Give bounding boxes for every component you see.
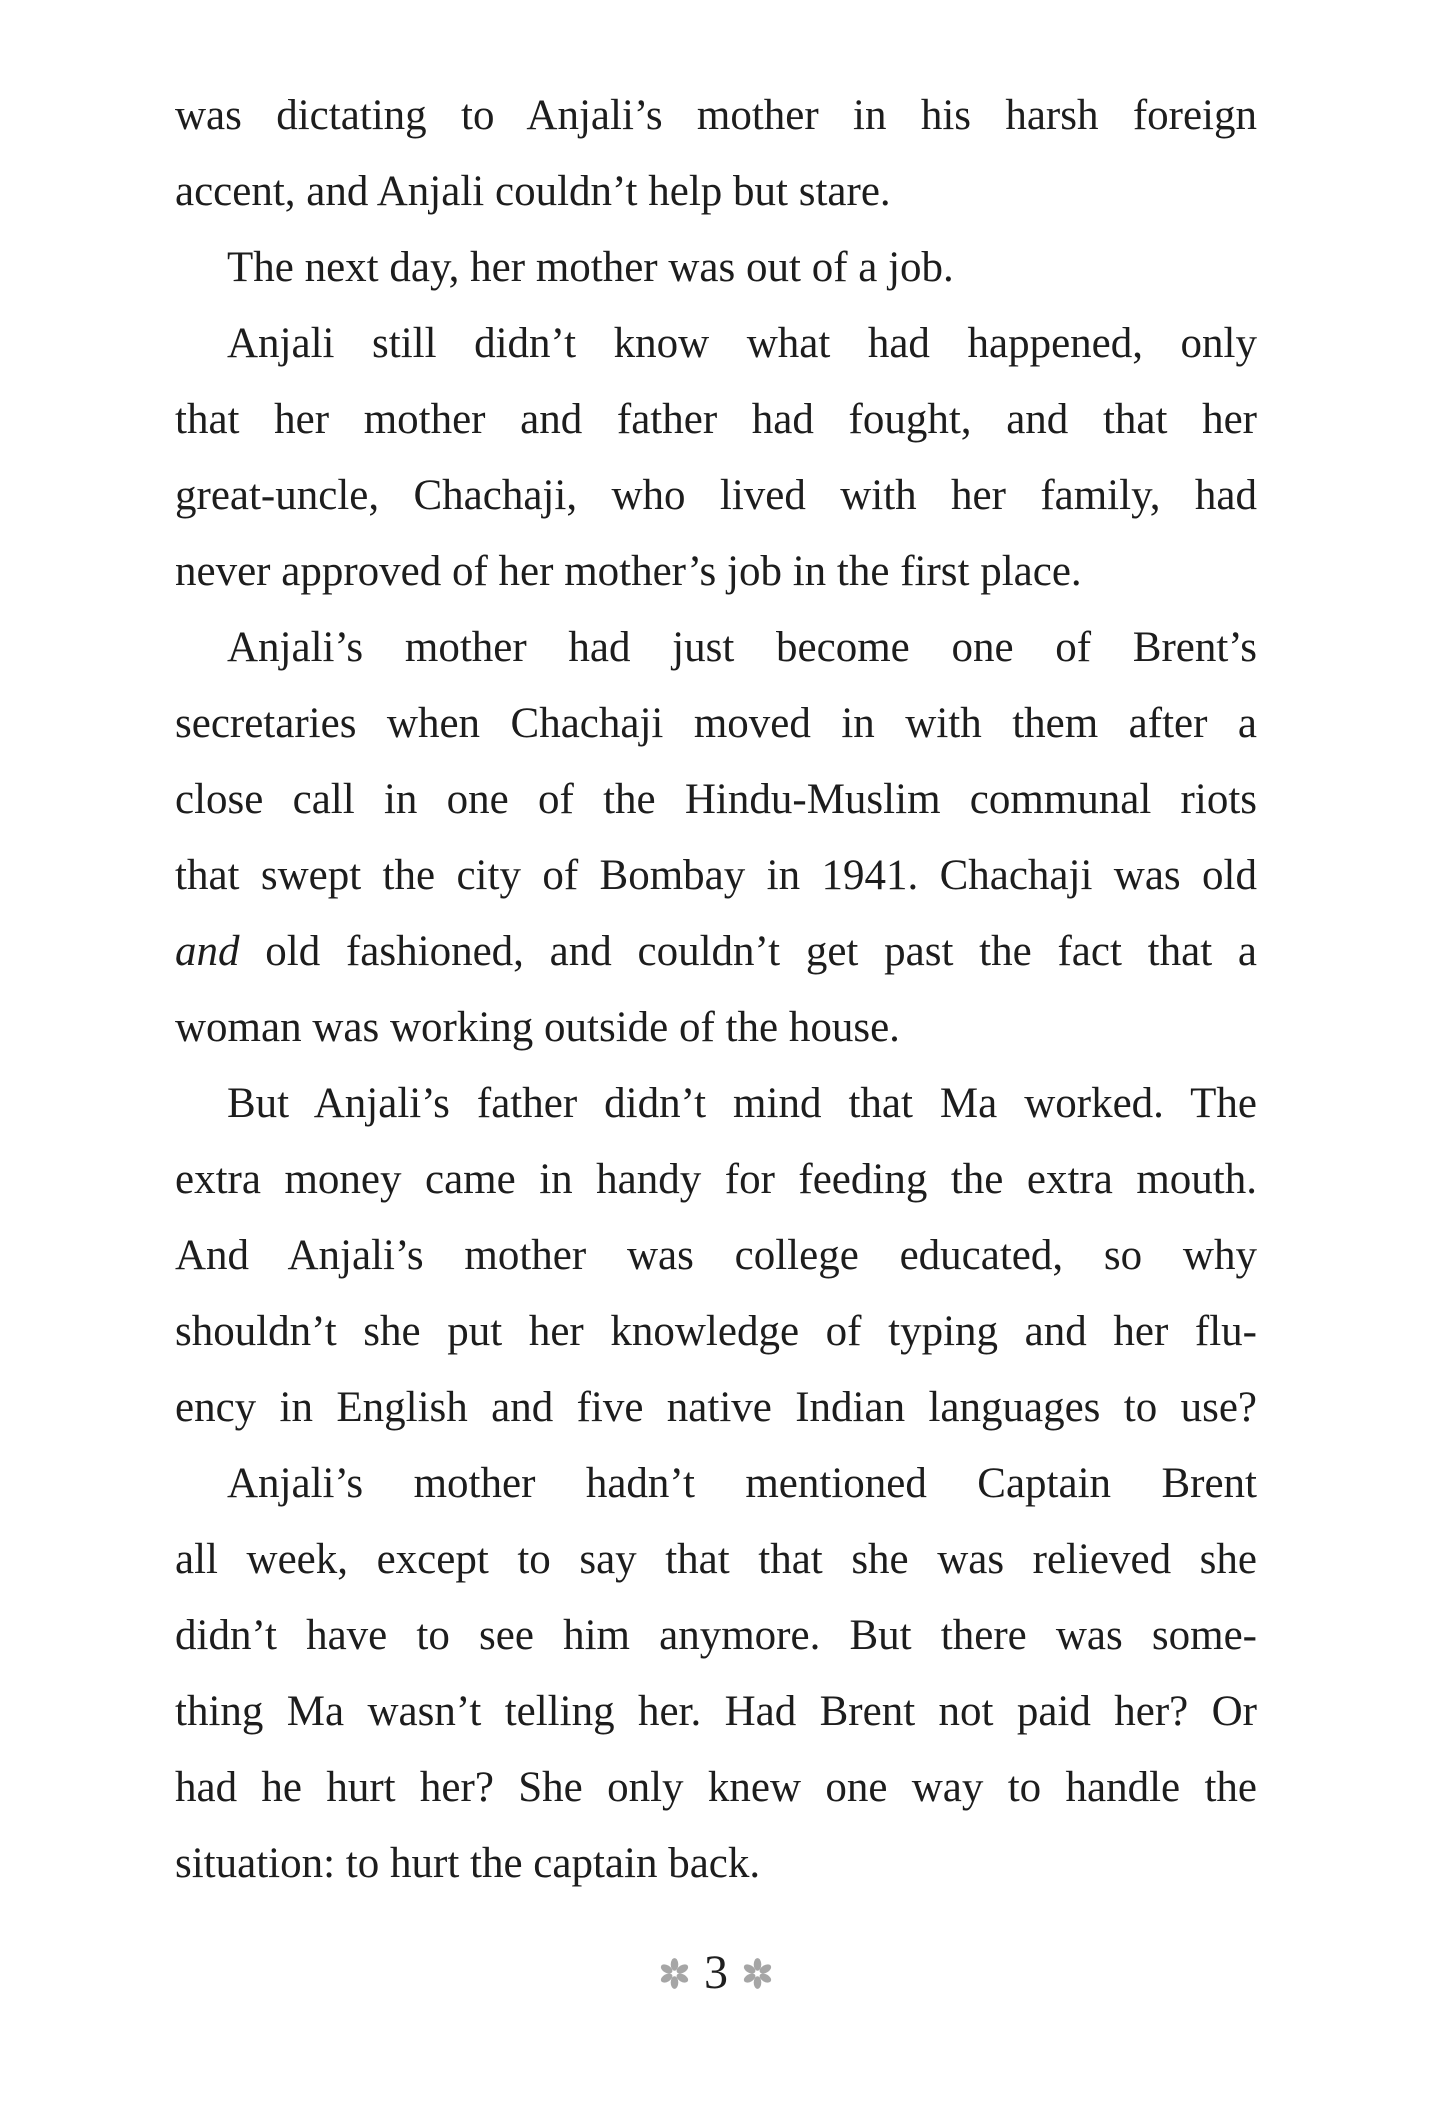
text-line bbox=[175, 914, 1257, 990]
text-segment: secretaries when Chachaji moved in with them after a bbox=[175, 700, 1257, 747]
italic-text-segment: and bbox=[175, 928, 240, 975]
text-segment: old fashioned, and couldn’t get past the fact that a bbox=[239, 928, 1257, 975]
text-line bbox=[175, 534, 1257, 610]
text-segment: extra money came in handy for feeding the extra mouth. bbox=[175, 1156, 1257, 1203]
text-line bbox=[175, 1522, 1257, 1598]
paragraph bbox=[175, 230, 1257, 306]
text-line bbox=[175, 154, 1257, 230]
text-line bbox=[175, 1066, 1257, 1142]
text-segment: accent, and Anjali couldn’t help but stare. bbox=[175, 168, 891, 215]
text-line bbox=[175, 230, 1257, 306]
text-segment: situation: to hurt the captain back. bbox=[175, 1840, 761, 1887]
text-line bbox=[175, 1370, 1257, 1446]
text-segment: And Anjali’s mother was college educated, so why bbox=[175, 1232, 1257, 1279]
paragraph bbox=[175, 78, 1257, 230]
text-line bbox=[175, 838, 1257, 914]
text-line bbox=[175, 1826, 1257, 1902]
paragraph bbox=[175, 1446, 1257, 1902]
text-line bbox=[175, 1218, 1257, 1294]
text-line bbox=[175, 1598, 1257, 1674]
text-line bbox=[175, 78, 1257, 154]
text-line bbox=[175, 990, 1257, 1066]
text-segment: But Anjali’s father didn’t mind that Ma worked. The bbox=[227, 1080, 1257, 1127]
text-segment: didn’t have to see him anymore. But there was some- bbox=[175, 1612, 1257, 1659]
text-line bbox=[175, 1294, 1257, 1370]
paragraph bbox=[175, 610, 1257, 1066]
text-segment: great-uncle, Chachaji, who lived with her family, had bbox=[175, 472, 1257, 519]
text-line bbox=[175, 306, 1257, 382]
page-text bbox=[175, 78, 1257, 1902]
flower-ornament-icon bbox=[658, 1957, 691, 1990]
text-segment: thing Ma wasn’t telling her. Had Brent not paid her? Or bbox=[175, 1688, 1257, 1735]
text-segment: woman was working outside of the house. bbox=[175, 1004, 900, 1051]
text-segment: that swept the city of Bombay in 1941. Chachaji was old bbox=[175, 852, 1257, 899]
text-line bbox=[175, 382, 1257, 458]
text-segment: ency in English and five native Indian languages to use? bbox=[175, 1384, 1257, 1431]
text-line bbox=[175, 458, 1257, 534]
text-segment: shouldn’t she put her knowledge of typing and her flu- bbox=[175, 1308, 1257, 1355]
text-line bbox=[175, 1446, 1257, 1522]
text-line bbox=[175, 762, 1257, 838]
text-segment: Anjali’s mother had just become one of Brent’s bbox=[227, 624, 1257, 671]
text-line bbox=[175, 1750, 1257, 1826]
text-line bbox=[175, 1674, 1257, 1750]
text-segment: had he hurt her? She only knew one way to handle the bbox=[175, 1764, 1257, 1811]
text-segment: Anjali’s mother hadn’t mentioned Captain Brent bbox=[227, 1460, 1257, 1507]
text-segment: all week, except to say that that she was relieved she bbox=[175, 1536, 1257, 1583]
text-segment: The next day, her mother was out of a job. bbox=[227, 244, 954, 291]
text-segment: was dictating to Anjali’s mother in his harsh foreign bbox=[175, 92, 1257, 139]
paragraph bbox=[175, 306, 1257, 610]
text-line bbox=[175, 1142, 1257, 1218]
flower-ornament-icon bbox=[741, 1957, 774, 1990]
text-segment: Anjali still didn’t know what had happened, only bbox=[227, 320, 1257, 367]
text-line bbox=[175, 610, 1257, 686]
page-footer bbox=[175, 1945, 1257, 2001]
text-segment: close call in one of the Hindu-Muslim communal riots bbox=[175, 776, 1257, 823]
text-segment: that her mother and father had fought, and that her bbox=[175, 396, 1257, 443]
page-number: 3 bbox=[704, 1946, 728, 1999]
paragraph bbox=[175, 1066, 1257, 1446]
text-line bbox=[175, 686, 1257, 762]
text-segment: never approved of her mother’s job in the first place. bbox=[175, 548, 1082, 595]
